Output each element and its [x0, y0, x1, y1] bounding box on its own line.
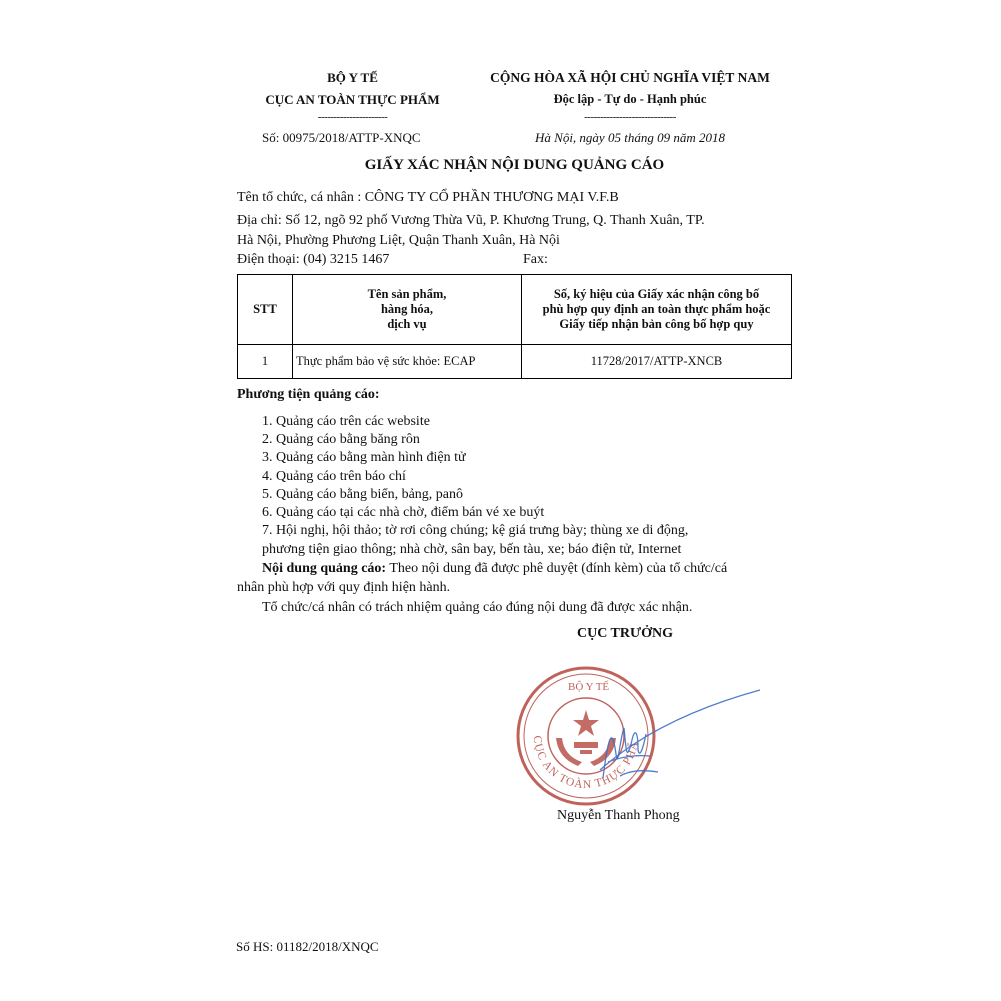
- document-title: GIẤY XÁC NHẬN NỘI DUNG QUẢNG CÁO: [364, 157, 665, 173]
- media-heading: Phương tiện quảng cáo:: [237, 387, 380, 402]
- content-line-2: nhân phù hợp với quy định hiện hành.: [237, 580, 451, 595]
- header-stt: STT: [238, 275, 293, 345]
- seal-top-text: BỘ Y TẾ: [568, 681, 610, 693]
- content-line-1: [262, 561, 727, 577]
- content-text-1: Theo nội dung đã được phê duyệt (đính kèm) của tổ chức/cá: [386, 561, 728, 576]
- seal-icon: [508, 658, 778, 808]
- list-item: 6. Quảng cáo tại các nhà chờ, điểm bán vé xe buýt: [262, 505, 545, 520]
- file-number: Số HS: 01182/2018/XNQC: [236, 939, 379, 954]
- organization-line: Tên tổ chức, cá nhân : CÔNG TY CỔ PHẦN THƯƠNG MẠI V.F.B: [237, 190, 619, 205]
- product-table: [237, 274, 792, 379]
- responsibility-line: Tổ chức/cá nhân có trách nhiệm quảng cáo đúng nội dung đã được xác nhận.: [262, 600, 693, 615]
- list-item: 7. Hội nghị, hội thảo; tờ rơi công chúng; kệ giá trưng bày; thùng xe di động,: [262, 523, 689, 538]
- cell-product: Thực phẩm bảo vệ sức khỏe: ECAP: [293, 345, 522, 379]
- signer-name: Nguyễn Thanh Phong: [557, 808, 680, 823]
- department-name: CỤC AN TOÀN THỰC PHẨM: [265, 92, 440, 107]
- official-seal-with-signature: [508, 658, 778, 808]
- left-divider: ----------------------: [317, 111, 388, 123]
- list-item: 4. Quảng cáo trên báo chí: [262, 469, 406, 484]
- signatory-position: CỤC TRƯỞNG: [576, 626, 674, 641]
- table-row: [238, 345, 792, 379]
- table-header-row: [238, 275, 792, 345]
- address-line-2: Hà Nội, Phường Phương Liệt, Quận Thanh Xuân, Hà Nội: [237, 233, 560, 248]
- header-certificate: Số, ký hiệu của Giấy xác nhận công bố phù hợp quy định an toàn thực phẩm hoặc Giấy tiếp nhận bản công bố hợp quy: [522, 275, 792, 345]
- phone-line: Điện thoại: (04) 3215 1467: [237, 252, 390, 267]
- list-item: 2. Quảng cáo bằng băng rôn: [262, 432, 420, 447]
- list-item: 3. Quảng cáo bằng màn hình điện tử: [262, 450, 466, 465]
- cell-certificate: 11728/2017/ATTP-XNCB: [522, 345, 792, 379]
- issue-date: Hà Nội, ngày 05 tháng 09 năm 2018: [535, 130, 725, 145]
- list-item: 1. Quảng cáo trên các website: [262, 414, 430, 429]
- address-line-1: Địa chỉ: Số 12, ngõ 92 phố Vương Thừa Vũ, P. Khương Trung, Q. Thanh Xuân, TP.: [237, 213, 705, 228]
- document-number: Số: 00975/2018/ATTP-XNQC: [262, 130, 421, 145]
- right-divider: -----------------------------: [584, 111, 676, 123]
- list-item-continuation: phương tiện giao thông; nhà chờ, sân bay, bến tàu, xe; báo điện tử, Internet: [262, 542, 682, 557]
- national-motto: Độc lập - Tự do - Hạnh phúc: [553, 92, 707, 106]
- seal-ring-text: CỤC AN TOÀN THỰC PHẨ: [530, 735, 641, 792]
- ministry-name: BỘ Y TẾ: [327, 70, 378, 85]
- cell-stt: 1: [238, 345, 293, 379]
- country-name: CỘNG HÒA XÃ HỘI CHỦ NGHĨA VIỆT NAM: [490, 70, 770, 85]
- content-label: Nội dung quảng cáo:: [262, 561, 387, 576]
- header-product: Tên sản phẩm, hàng hóa, dịch vụ: [293, 275, 522, 345]
- list-item: 5. Quảng cáo bằng biển, bảng, panô: [262, 487, 463, 502]
- fax-line: Fax:: [523, 252, 548, 267]
